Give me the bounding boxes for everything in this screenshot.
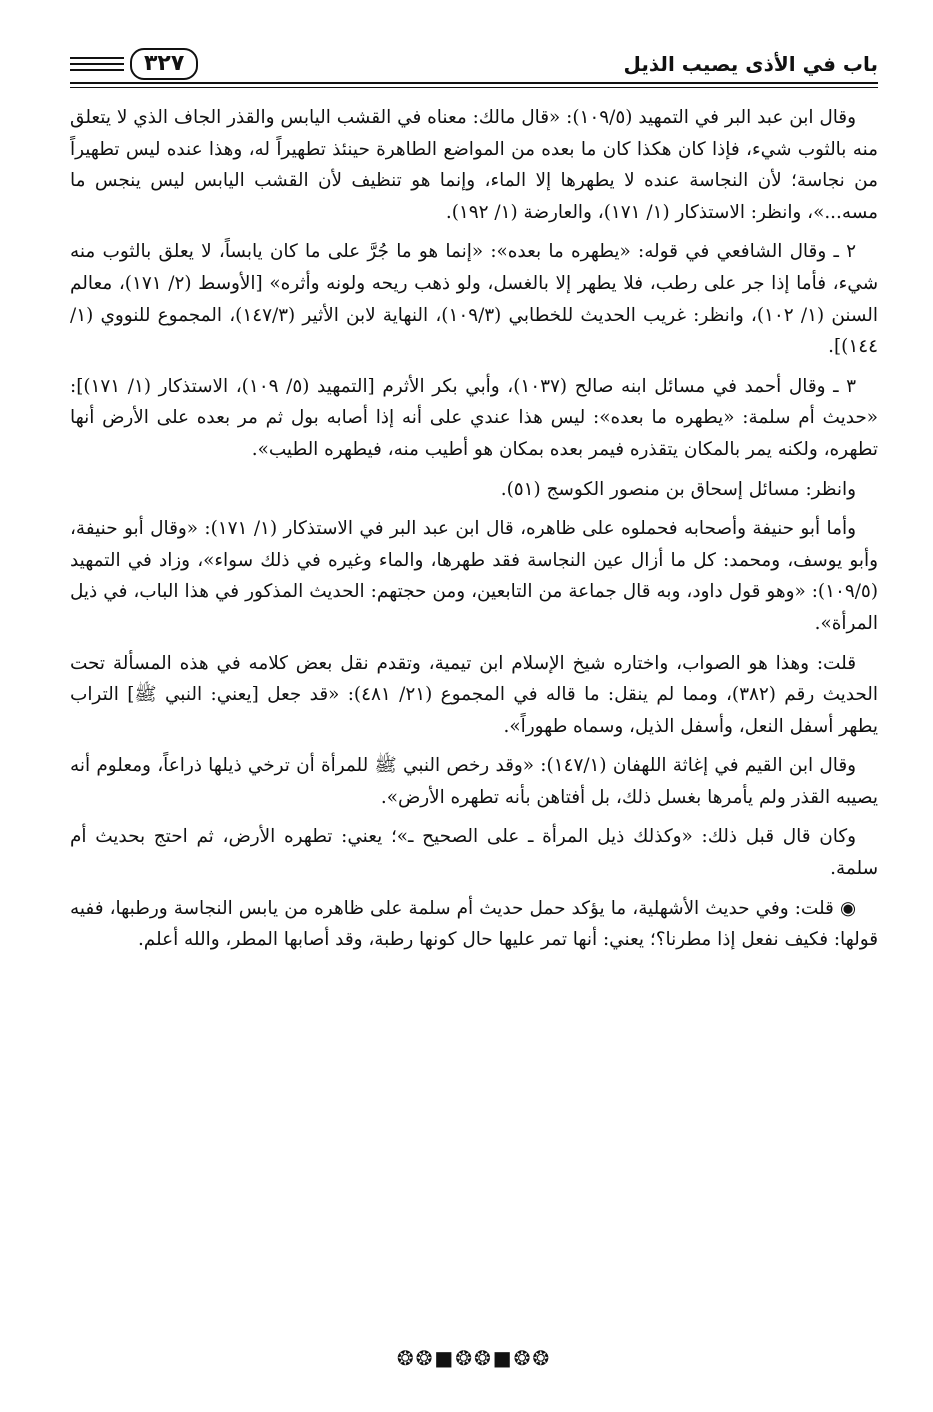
page-number-ornament [70,48,198,80]
paragraph: وكان قال قبل ذلك: «وكذلك ذيل المرأة ـ على الصحيح ـ»؛ يعني: تطهره الأرض، ثم احتج بحديث أم سلمة. [70,826,878,880]
paragraph: ٣ ـ وقال أحمد في مسائل ابنه صالح (١٠٣٧)، وأبي بكر الأثرم [التمهيد (٥/ ١٠٩)، الاستذكار (١/ ١٧١)]: «حديث أم سلمة: «يطهره ما بعده»: ليس هذا عندي على أنه إذا أصابه بول ثم مر بعده على الأرض أنها تطهره، ولكنه يمر بالمكان يتقذره فيمر بعده بمكان هو أطيب منه، فيطهره الطيب». [70,375,878,460]
paragraph: وقال ابن عبد البر في التمهيد (١٠٩/٥): «قال مالك: معناه في القشب اليابس والقذر الجاف الذي لا يتعلق منه بالثوب شيء، فإذا كان هكذا كان ما بعده من المواضع الطاهرة حينئذ تطهيراً له، وهذا عنده ليس تطهيراً من نجاسة؛ لأن النجاسة عنده لا يطهرها إلا الماء، وإنما هو تنظيف لأن القشب اليابس ليس ينجس ما مسه...»، وانظر: الاستذكار (١/ ١٧١)، والعارضة (١/ ١٩٢). [70,107,878,223]
footer-ornament: ❂❂■❂❂■❂❂ [396,1346,552,1370]
paragraph: وأما أبو حنيفة وأصحابه فحملوه على ظاهره، قال ابن عبد البر في الاستذكار (١/ ١٧١): «وقال أبو حنيفة، وأبو يوسف، ومحمد: كل ما أزال عين النجاسة فقد طهرها، والماء وغيره في ذلك سواء»، وزاد في التمهيد (١٠٩/٥): «وهو قول داود، وبه قال جماعة من التابعين، ومن حجتهم: الحديث المذكور في هذا الباب، في ذيل المرأة». [70,518,878,634]
page-number: ٣٢٧ [130,48,198,80]
paragraph: وقال ابن القيم في إغاثة اللهفان (١٤٧/١): «وقد رخص النبي ﷺ للمرأة أن ترخي ذيلها ذراعاً، ومعلوم أنه يصيبه القذر ولم يأمرها بغسل ذلك، بل أفتاهن بأنه تطهره الأرض». [70,755,878,808]
paragraph: ◉ قلت: وفي حديث الأشهلية، ما يؤكد حمل حديث أم سلمة على ظاهره من يابس النجاسة ورطبها، ففيه قولها: فكيف نفعل إذا مطرنا؟؛ يعني: أنها تمر عليها حال كونها رطبة، وقد أصابها المطر، والله أعلم. [70,897,878,951]
book-page [70,40,878,1370]
paragraph: ٢ ـ وقال الشافعي في قوله: «يطهره ما بعده»: «إنما هو ما جُرَّ على ما كان يابساً، لا يعلق بالثوب منه شيء، فأما إذا جر على رطب، فلا يطهر إلا بالغسل، ولو ذهب ريحه ولونه وأثره» [الأوسط (٢/ ١٧١)، معالم السنن (١/ ١٠٢)، وانظر: غريب الحديث للخطابي (١٠٩/٣)، النهاية لابن الأثير (١٤٧/٣)، المجموع للنووي (١/ ١٤٤)]. [70,241,879,358]
decorative-lines [70,57,124,71]
paragraph: وانظر: مسائل إسحاق بن منصور الكوسج (٥١). [500,478,856,500]
header-rule [70,82,878,88]
chapter-title: باب في الأذى يصيب الذيل [623,52,878,76]
paragraph: قلت: وهذا هو الصواب، واختاره شيخ الإسلام ابن تيمية، وتقدم نقل بعض كلامه في هذه المسألة تحت الحديث رقم (٣٨٢)، ومما لم ينقل: ما قاله في المجموع (٢١/ ٤٨١): «قد جعل [يعني: النبي ﷺ] التراب يطهر أسفل النعل، وأسفل الذيل، وسماه طهوراً». [70,652,878,737]
page-body [70,102,878,956]
page-header [70,40,878,88]
